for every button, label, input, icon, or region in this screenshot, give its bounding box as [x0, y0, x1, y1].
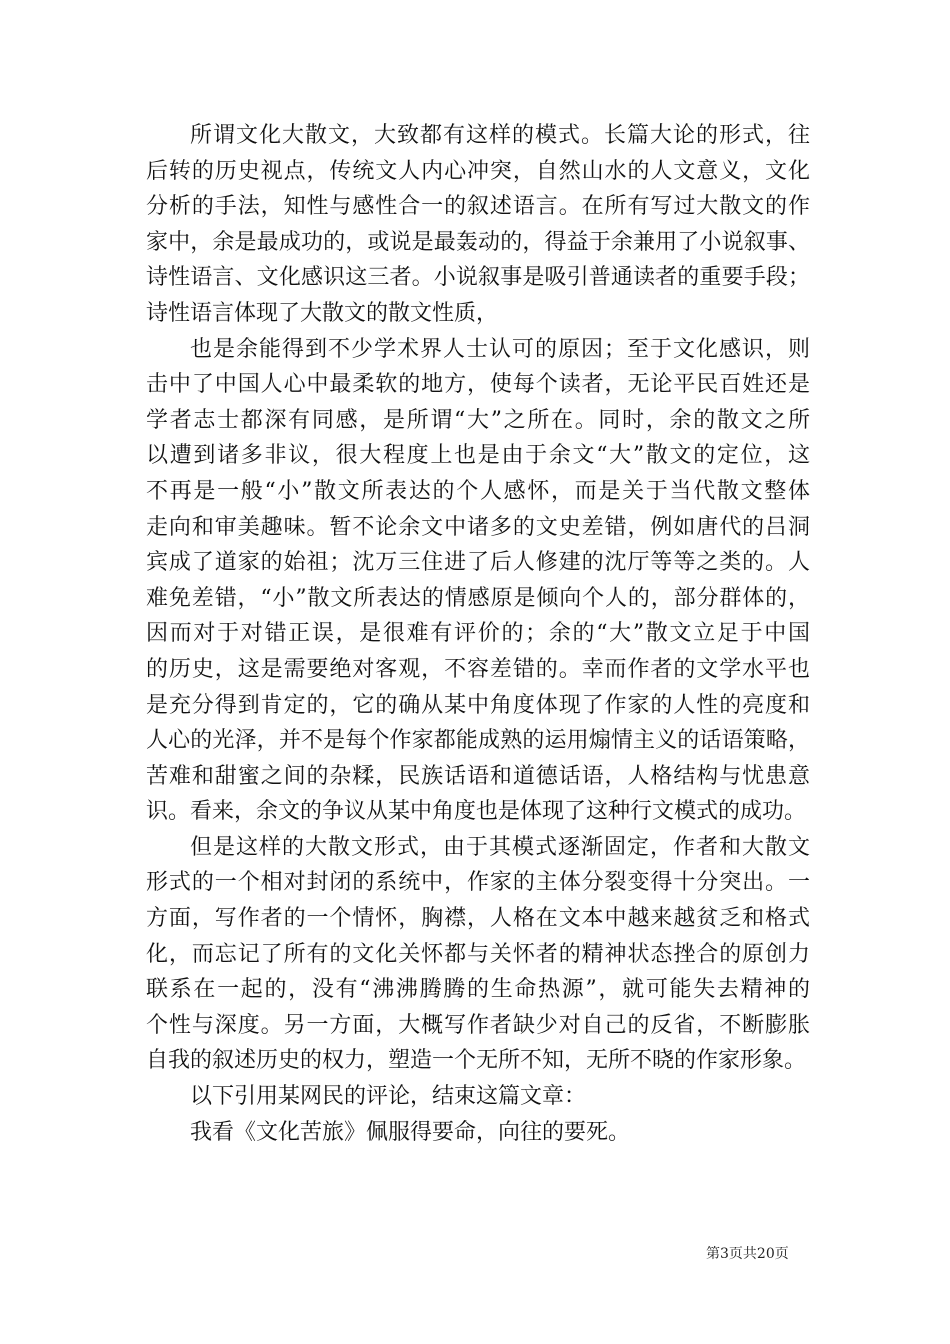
text-line: 是充分得到肯定的，它的确从某中角度体现了作家的人性的亮度和 [146, 692, 810, 718]
text-line: 以遭到诸多非议，很大程度上也是由于余文“大”散文的定位，这 [146, 443, 810, 469]
text-line: 学者志士都深有同感，是所谓“大”之所在。同时，余的散文之所 [146, 407, 810, 433]
paragraph-2 [146, 332, 810, 830]
text-line: 人心的光泽，并不是每个作家都能成熟的运用煽情主义的话语策略， [146, 728, 810, 754]
text-line: 难免差错，“小”散文所表达的情感原是倾向个人的，部分群体的， [146, 585, 810, 611]
text-line: 以下引用某网民的评论，结束这篇文章： [190, 1084, 587, 1110]
text-line: 我看《文化苦旅》佩服得要命，向往的要死。 [190, 1119, 631, 1145]
text-line: 诗性语言体现了大散文的散文性质， [146, 300, 499, 326]
text-line: 的历史，这是需要绝对客观，不容差错的。幸而作者的文学水平也 [146, 656, 810, 682]
text-line: 因而对于对错正误，是很难有评价的；余的“大”散文立足于中国 [146, 621, 810, 647]
text-line: 识。看来，余文的争议从某中角度也是体现了这种行文模式的成功。 [146, 799, 807, 825]
paragraph-5 [146, 1115, 810, 1151]
text-line: 后转的历史视点，传统文人内心冲突，自然山水的人文意义，文化 [146, 158, 810, 184]
paragraph-3 [146, 830, 810, 1079]
page-number: 第3页共20页 [706, 1246, 789, 1262]
text-line: 宾成了道家的始祖；沈万三住进了后人修建的沈厅等等之类的。人 [146, 550, 810, 576]
text-line: 不再是一般“小”散文所表达的个人感怀，而是关于当代散文整体 [146, 478, 810, 504]
text-line: 分析的手法，知性与感性合一的叙述语言。在所有写过大散文的作 [146, 194, 810, 220]
text-line: 家中，余是最成功的，或说是最轰动的，得益于余兼用了小说叙事、 [146, 229, 810, 255]
text-line: 也是余能得到不少学术界人士认可的原因；至于文化感识，则 [190, 336, 810, 362]
text-line: 苦难和甜蜜之间的杂糅，民族话语和道德话语，人格结构与忧患意 [146, 763, 810, 789]
text-line: 击中了中国人心中最柔软的地方，使每个读者，无论平民百姓还是 [146, 372, 810, 398]
text-line: 化，而忘记了所有的文化关怀都与关怀者的精神状态挫合的原创力 [146, 941, 810, 967]
text-line: 个性与深度。另一方面，大概写作者缺少对自己的反省，不断膨胀 [146, 1012, 810, 1038]
text-line: 自我的叙述历史的权力，塑造一个无所不知，无所不晓的作家形象。 [146, 1048, 807, 1074]
paragraph-4 [146, 1079, 810, 1115]
text-line: 走向和审美趣味。暂不论余文中诸多的文史差错，例如唐代的吕洞 [146, 514, 810, 540]
paragraph-1 [146, 118, 810, 332]
document-body [146, 118, 810, 1150]
text-line: 所谓文化大散文，大致都有这样的模式。长篇大论的形式，往 [190, 123, 810, 148]
text-line: 联系在一起的，没有“沸沸腾腾的生命热源”，就可能失去精神的 [146, 977, 810, 1003]
text-line: 方面，写作者的一个情怀，胸襟，人格在文本中越来越贫乏和格式 [146, 906, 810, 932]
text-line: 诗性语言、文化感识这三者。小说叙事是吸引普通读者的重要手段； [146, 265, 810, 291]
text-line: 但是这样的大散文形式，由于其模式逐渐固定，作者和大散文 [190, 834, 810, 860]
text-line: 形式的一个相对封闭的系统中，作家的主体分裂变得十分突出。一 [146, 870, 810, 896]
